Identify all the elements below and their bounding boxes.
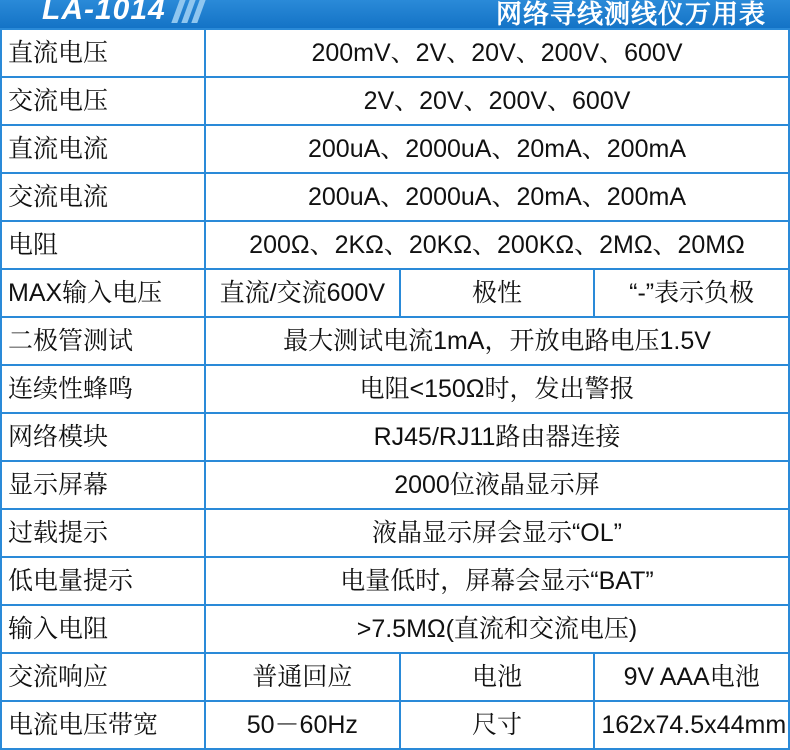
row-label: 二极管测试: [1, 317, 205, 365]
row-label: 显示屏幕: [1, 461, 205, 509]
row-subvalue: 162x74.5x44mm: [594, 701, 789, 749]
table-row: [1, 269, 789, 317]
row-label: 电流电压带宽: [1, 701, 205, 749]
row-label: 连续性蜂鸣: [1, 365, 205, 413]
table-row: [1, 461, 789, 509]
decorative-slashes: [176, 0, 206, 23]
table-row: [1, 77, 789, 125]
row-sublabel: 电池: [400, 653, 595, 701]
row-label: 低电量提示: [1, 557, 205, 605]
table-row: [1, 605, 789, 653]
row-value: RJ45/RJ11路由器连接: [205, 413, 789, 461]
row-label: 过载提示: [1, 509, 205, 557]
row-subvalue: “-”表示负极: [594, 269, 789, 317]
table-row: [1, 173, 789, 221]
row-label: 交流电压: [1, 77, 205, 125]
row-value: 电阻<150Ω时，发出警报: [205, 365, 789, 413]
table-row: [1, 413, 789, 461]
row-value: 电量低时，屏幕会显示“BAT”: [205, 557, 789, 605]
row-sublabel: 极性: [400, 269, 595, 317]
specifications-table: [0, 28, 790, 750]
table-row: [1, 29, 789, 77]
row-value: 最大测试电流1mA，开放电路电压1.5V: [205, 317, 789, 365]
row-value: 直流/交流600V: [205, 269, 400, 317]
row-label: MAX输入电压: [1, 269, 205, 317]
row-value: 2000位液晶显示屏: [205, 461, 789, 509]
table-row: [1, 557, 789, 605]
row-value: 液晶显示屏会显示“OL”: [205, 509, 789, 557]
row-label: 输入电阻: [1, 605, 205, 653]
row-value: 普通回应: [205, 653, 400, 701]
table-row: [1, 509, 789, 557]
table-row: [1, 317, 789, 365]
table-row: [1, 125, 789, 173]
row-value: 200Ω、2KΩ、20KΩ、200KΩ、2MΩ、20MΩ: [205, 221, 789, 269]
row-value: 2V、20V、200V、600V: [205, 77, 789, 125]
table-row: [1, 221, 789, 269]
row-label: 交流响应: [1, 653, 205, 701]
row-value: 200uA、2000uA、20mA、200mA: [205, 125, 789, 173]
row-value: 200mV、2V、20V、200V、600V: [205, 29, 789, 77]
row-label: 直流电压: [1, 29, 205, 77]
row-label: 直流电流: [1, 125, 205, 173]
header-banner: [0, 0, 790, 28]
row-subvalue: 9V AAA电池: [594, 653, 789, 701]
product-model: LA-1014: [42, 0, 166, 26]
table-row: [1, 365, 789, 413]
row-value: >7.5MΩ(直流和交流电压): [205, 605, 789, 653]
row-sublabel: 尺寸: [400, 701, 595, 749]
table-row: [1, 701, 789, 749]
product-title: 网络寻线测线仪万用表: [495, 0, 766, 28]
table-row: [1, 653, 789, 701]
row-value: 50－60Hz: [205, 701, 400, 749]
row-value: 200uA、2000uA、20mA、200mA: [205, 173, 789, 221]
row-label: 网络模块: [1, 413, 205, 461]
row-label: 电阻: [1, 221, 205, 269]
row-label: 交流电流: [1, 173, 205, 221]
